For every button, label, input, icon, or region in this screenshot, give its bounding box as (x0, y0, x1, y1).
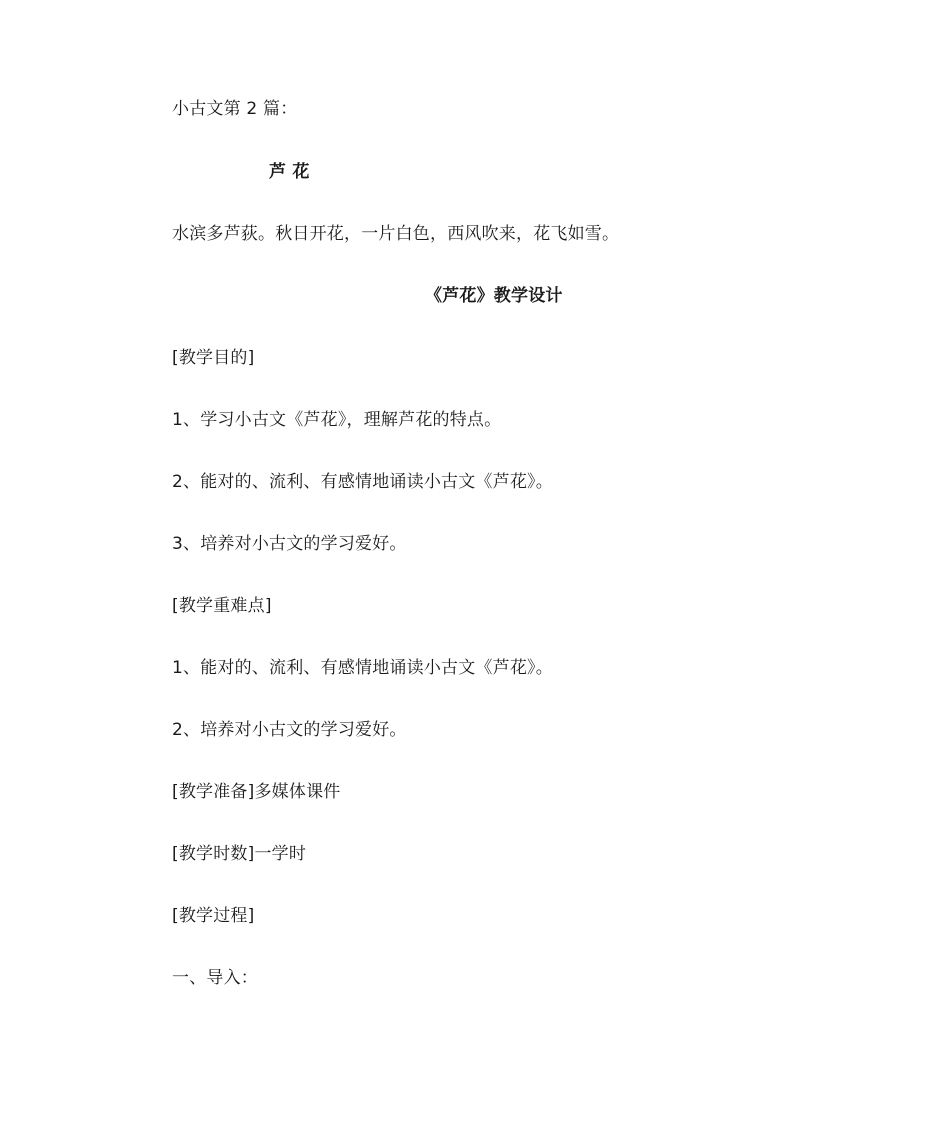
poem-text: 水滨多芦荻。秋日开花，一片白色，西风吹来，花飞如雪。 (172, 224, 620, 244)
objective-item: 1、学习小古文《芦花》，理解芦花的特点。 (172, 410, 502, 430)
objectives-heading: [教学目的] (172, 348, 255, 368)
process-heading: [教学过程] (172, 906, 255, 926)
preparation-line: [教学准备]多媒体课件 (172, 782, 341, 802)
duration-line: [教学时数]一学时 (172, 844, 307, 864)
poem-title: 芦 花 (269, 162, 310, 182)
lesson-title: 《芦花》教学设计 (425, 286, 563, 306)
process-item: 一、导入： (172, 968, 258, 988)
key-points-heading: [教学重难点] (172, 596, 272, 616)
key-point-item: 1、能对的、流利、有感情地诵读小古文《芦花》。 (172, 658, 553, 678)
section-label: 小古文第 2 篇： (172, 99, 298, 119)
objective-item: 3、培养对小古文的学习爱好。 (172, 534, 407, 554)
key-point-item: 2、培养对小古文的学习爱好。 (172, 720, 407, 740)
objective-item: 2、能对的、流利、有感情地诵读小古文《芦花》。 (172, 472, 553, 492)
